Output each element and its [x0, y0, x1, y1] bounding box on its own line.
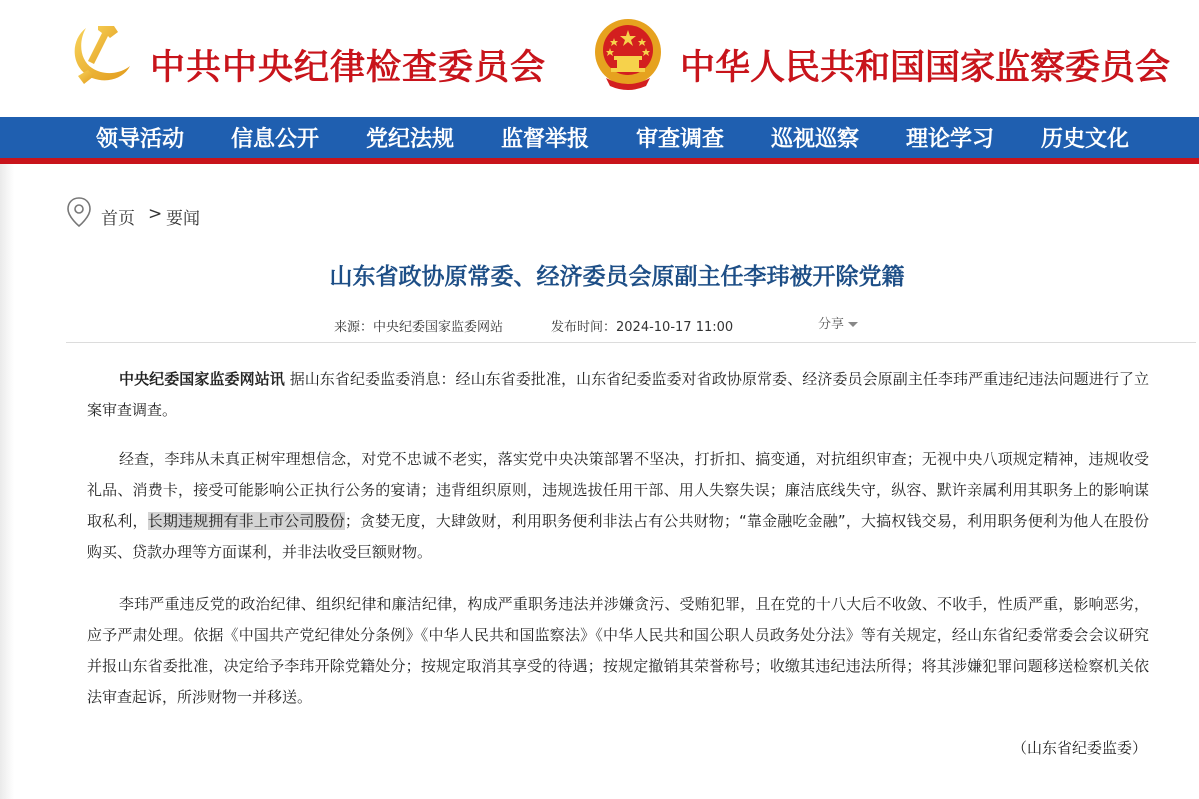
- cpc-ccdi-title[interactable]: 中共中央纪律检查委员会: [150, 47, 547, 88]
- article-source: [334, 316, 503, 335]
- nav-item-theory[interactable]: 理论学习: [906, 126, 995, 152]
- source-value: 中央纪委国家监委网站: [373, 320, 504, 335]
- nav-item-inspection[interactable]: 巡视巡察: [771, 126, 860, 152]
- article-publish-time: [551, 316, 733, 335]
- article-title: 山东省政协原常委、经济委员会原副主任李玮被开除党籍: [329, 264, 905, 290]
- breadcrumb-current-link[interactable]: 要闻: [166, 209, 200, 229]
- nav-item-regulations[interactable]: 党纪法规: [366, 126, 455, 152]
- national-emblem-icon[interactable]: [592, 16, 664, 92]
- chevron-down-icon: [848, 322, 858, 327]
- p2-after: ；贪婪无度，大肆敛财，利用职务便利非法占有公共财物；“靠金融吃金融”，大搞权钱交易，利用职务便利为他人在股份购买、贷款办理等方面谋利，并非法收受巨额财物。: [87, 512, 1149, 561]
- p1-text: 据山东省纪委监委消息：经山东省委批准，山东省纪委监委对省政协原常委、经济委员会原副主任李玮严重违纪违法问题进行了立案审查调查。: [87, 370, 1149, 419]
- share-label: 分享: [818, 317, 845, 332]
- nav-item-leadership[interactable]: 领导活动: [96, 126, 185, 152]
- site-header: [0, 0, 1199, 117]
- main-nav: [0, 117, 1199, 164]
- meta-divider: [66, 342, 1196, 343]
- article-lead: 中央纪委国家监委网站讯: [119, 370, 285, 388]
- nav-item-history[interactable]: 历史文化: [1041, 126, 1130, 152]
- breadcrumb-separator: >: [148, 204, 163, 224]
- share-button[interactable]: [818, 313, 858, 332]
- nav-item-report[interactable]: 监督举报: [501, 126, 590, 152]
- location-pin-icon: [66, 196, 92, 228]
- party-emblem-icon[interactable]: [68, 18, 136, 88]
- highlighted-text[interactable]: 长期违规拥有非上市公司股份: [147, 512, 345, 530]
- time-value: 2024-10-17 11:00: [616, 320, 734, 335]
- nav-item-investigation[interactable]: 审查调查: [636, 126, 725, 152]
- article-paragraph-2: [87, 444, 1149, 568]
- article-footer-source: （山东省纪委监委）: [1012, 739, 1148, 757]
- nav-item-info-disclosure[interactable]: 信息公开: [231, 126, 320, 152]
- article-paragraph-3: 李玮严重违反党的政治纪律、组织纪律和廉洁纪律，构成严重职务违法并涉嫌贪污、受贿犯罪，且在党的十八大后不收敛、不收手，性质严重，影响恶劣，应予严肃处理。依据《中国共产党纪律处分条例》《中华人民共和国监察法》《中华人民共和国公职人员政务处分法》等有关规定，经山东省纪委常委会会议研究并报山东省委批准，决定给予李玮开除党籍处分；按规定取消其享受的待遇；按规定撤销其荣誉称号；收缴其违纪违法所得；将其涉嫌犯罪问题移送检察机关依法审查起诉，所涉财物一并移送。: [87, 595, 1149, 706]
- time-label: 发布时间：: [551, 320, 617, 335]
- article-paragraph-1: [87, 364, 1149, 426]
- source-label: 来源：: [334, 320, 374, 335]
- nsc-title[interactable]: 中华人民共和国国家监察委员会: [680, 47, 1171, 88]
- p2-before: 经查，李玮从未真正树牢理想信念，对党不忠诚不老实，落实党中央决策部署不坚决，打折扣、搞变通，对抗组织审查；无视中央八项规定精神，违规收受礼品、消费卡，接受可能影响公正执行公务的宴请；违背组织原则，违规选拔任用干部、用人失察失误；廉洁底线失守，纵容、默许亲属利用其职务上的影响谋取私利，: [87, 450, 1149, 530]
- breadcrumb-home-link[interactable]: 首页: [101, 209, 135, 229]
